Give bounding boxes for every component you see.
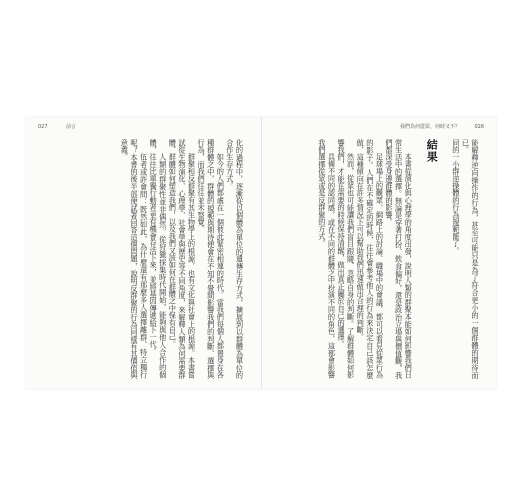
- right-page: [262, 117, 497, 389]
- paragraph: 然而，從眾也可能讓我們盲目跟隨、忽略自身的判斷。了解群體如何影響我們，才能在需要的時候保持清醒，做出真正屬於自己的選擇。: [337, 139, 356, 379]
- right-running-header: [274, 123, 485, 131]
- paragraph: 具備不同的認同感，或在不同的群體之中扮演不同的角色，這都會影響我們選擇從眾或是反群聚的方式。: [317, 139, 337, 379]
- paragraph: 同的一小群逆操體的行為規範罷了。: [451, 139, 461, 255]
- right-body-text: [278, 139, 481, 379]
- left-body-text: [42, 139, 245, 379]
- left-running-header: [38, 123, 249, 131]
- paragraph: 如今的人們都處在一個彼此緊密相連的時代。當我們每個人都置身在各種群體之中，群體的規範與期待便會在不知不覺間影響我們的判斷、選擇與行為，而我們往往並未察覺。: [197, 139, 226, 379]
- paragraph: 本書從演化與心理學的角度出發，說明人類的群聚本能如何影響我們日常生活中的選擇。無論是穿著打扮、飲食偏好，還是政治立場與價值觀，我們都深受身邊群體的影響。: [385, 139, 414, 379]
- paragraph: 足球場上的觀眾、網路上的討論、職場中的會議，都可以看見從眾行為的影子。人們在不確定的時候，往往會參考他人的行為來決定自己該怎麼做，這種傾向在許多情況下可以幫助我們迅速做出合理的判斷。: [356, 139, 385, 379]
- paragraph: 群聚和反群聚有其生物學上的根源，也有文化與社會上的根源。本書嘗試從生物演化、心理學、社會學與歷史等不同角度，來解釋人類為何需要群體、群體如何塑造我們，以及我們又該如何在群體之中保有自己。: [168, 139, 197, 379]
- section-heading: 結果: [425, 139, 439, 163]
- right-header-title: 我們為何從眾，何時又不？: [399, 124, 460, 130]
- paragraph: 伍者或許會問：既然如此，為什麼還有那麼多人選擇離群、特立獨行呢？本書的後半部便試著回答這個問題，說明反群聚的行為同樣有其價值與意義。: [120, 139, 149, 379]
- left-page: [26, 117, 262, 389]
- paragraph: 化的過程中，逐漸從以個體為單位的遺傳生存方式，擴展到以群體為單位的合作生存方式。: [225, 139, 245, 379]
- left-header-title: 前言: [66, 124, 77, 130]
- paragraph: 人類的群聚性並非偶然。從狩獵採集時代開始，能夠與他人合作的個體，往往比單獨行動者更有機會存活下來，並將基因傳遞給下一代。: [149, 139, 168, 379]
- book-spread: [26, 117, 496, 389]
- right-page-number: 026: [474, 124, 484, 130]
- left-page-number: 027: [38, 124, 48, 130]
- paragraph: 能解釋逆向操作的行為，甚至可能只是為了符合更小的一個群體的期待而已。: [461, 139, 480, 379]
